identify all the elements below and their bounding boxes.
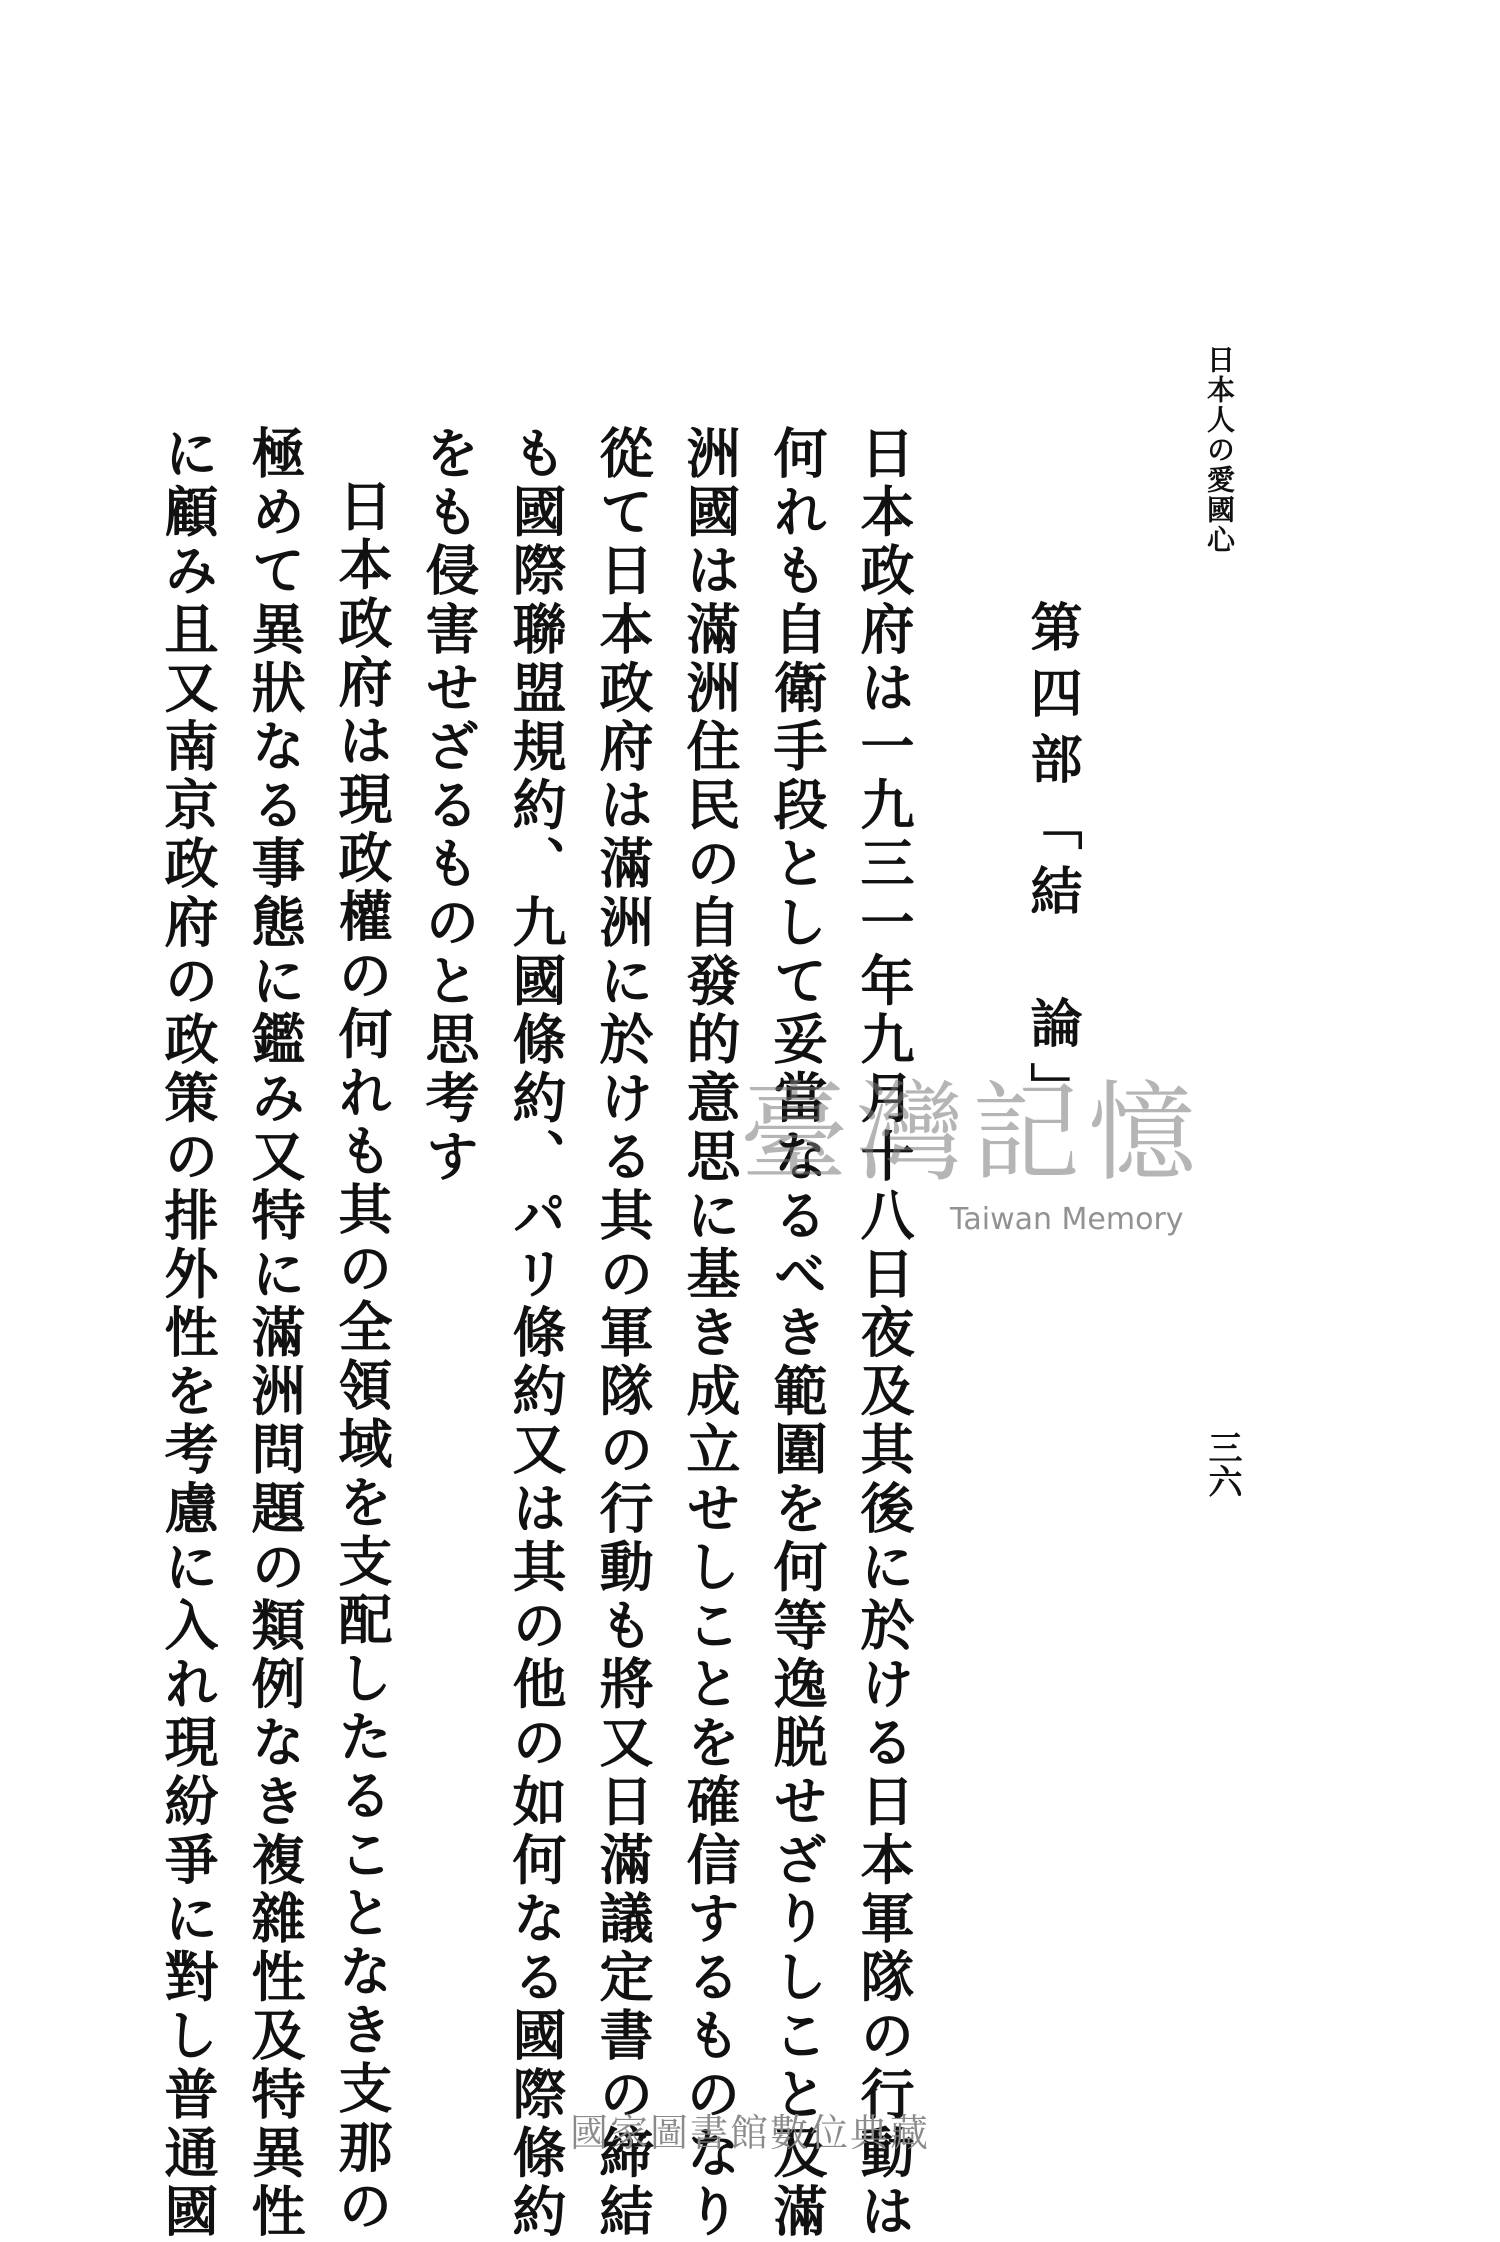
collection-mark: 國家圖書館數位典藏	[569, 2111, 930, 2155]
body-text-column: をも侵害せざるものと思考す	[417, 425, 481, 1187]
running-head: 日本人の愛國心	[1203, 345, 1236, 555]
body-text-column: 何れも自衛手段として妥當なるべき範圍を何等逸脱せざりしこと及滿	[765, 425, 829, 2242]
chapter-title: 第四部「結 論」	[1021, 600, 1082, 1128]
body-text-column: 日本政府は現政權の何れも其の全領域を支配したることなき支那の	[330, 478, 394, 2236]
body-text-column: 洲國は滿洲住民の自發的意思に基き成立せしことを確信するものなり	[678, 425, 742, 2242]
body-text-column: 極めて異狀なる事態に鑑み又特に滿洲問題の類例なき複雜性及特異性	[243, 425, 307, 2242]
watermark-subtitle: Taiwan Memory	[950, 1202, 1184, 1237]
body-text-column: 從て日本政府は滿洲に於ける其の軍隊の行動も將又日滿議定書の締結	[591, 425, 655, 2242]
watermark-text: 臺灣記憶	[740, 1071, 1205, 1196]
body-text-column: に顧み且又南京政府の政策の排外性を考慮に入れ現紛爭に對し普通國	[156, 425, 220, 2242]
body-text-column: も國際聯盟規約、九國條約、パリ條約又は其の他の如何なる國際條約	[504, 425, 568, 2242]
taiwan-memory-watermark	[720, 1071, 1240, 1260]
body-text-column: 日本政府は一九三一年九月十八日夜及其後に於ける日本軍隊の行動は	[852, 425, 916, 2242]
page-number: 三六	[1202, 1430, 1242, 1498]
